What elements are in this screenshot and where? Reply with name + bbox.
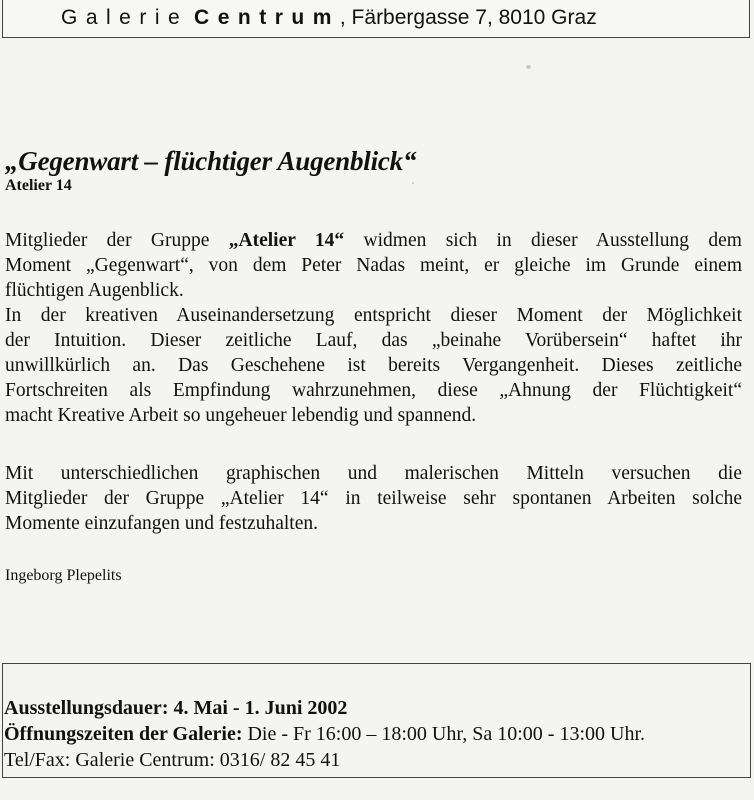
text-line: In der kreativen Auseinandersetzung entspricht dieser Moment der Möglichkeit [5, 305, 742, 326]
paragraph-methods [5, 461, 742, 536]
paper-speck [412, 182, 414, 184]
letterhead-centrum: Centrum [194, 6, 340, 29]
text-line: flüchtigen Augenblick. [5, 280, 184, 301]
text-line: Fortschreiten als Empfindung wahrzunehmen, diese „Ahnung der Flüchtigkeit“ [5, 380, 742, 401]
letterhead-galerie: Galerie [61, 6, 189, 29]
text-line: macht Kreative Arbeit so ungeheuer lebendig und spannend. [5, 405, 477, 426]
exhibition-title: „Gegenwart – flüchtiger Augenblick“ [5, 146, 417, 176]
text-line: Mitglieder der Gruppe „Atelier 14“ widmen sich in dieser Ausstellung dem [5, 230, 742, 251]
text-line: Mit unterschiedlichen graphischen und malerischen Mitteln versuchen die [5, 463, 742, 484]
opening-hours-value: Die - Fr 16:00 – 18:00 Uhr, Sa 10:00 - 13:00 Uhr. [242, 723, 645, 745]
exhibition-duration: Ausstellungsdauer: 4. Mai - 1. Juni 2002 [4, 697, 348, 719]
text-line: unwillkürlich an. Das Geschehene ist bereits Vergangenheit. Dieses zeitliche [5, 355, 742, 376]
exhibition-subtitle: Atelier 14 [5, 177, 72, 194]
text-line: Mitglieder der Gruppe „Atelier 14“ in teilweise sehr spontanen Arbeiten solche [5, 488, 742, 509]
exhibition-info [4, 695, 645, 773]
paragraph-intro [5, 228, 742, 428]
opening-hours [4, 721, 645, 747]
text-line: Momente einzufangen und festzuhalten. [5, 513, 318, 534]
opening-hours-label: Öffnungszeiten der Galerie: [4, 723, 243, 745]
letterhead-box [2, 0, 750, 38]
text-line: Moment „Gegenwart“, von dem Peter Nadas meint, er gleiche im Grunde einem [5, 255, 742, 276]
paper-speck [526, 65, 531, 69]
author-name: Ingeborg Plepelits [5, 567, 122, 584]
group-name-bold: „Atelier 14“ [228, 230, 345, 251]
letterhead-address: , Färbergasse 7, 8010 Graz [339, 6, 597, 29]
contact-info: Tel/Fax: Galerie Centrum: 0316/ 82 45 41 [4, 749, 341, 771]
letterhead [61, 6, 597, 30]
text-line: der Intuition. Dieser zeitliche Lauf, das „beinahe Vorübersein“ haftet ihr [5, 330, 742, 351]
